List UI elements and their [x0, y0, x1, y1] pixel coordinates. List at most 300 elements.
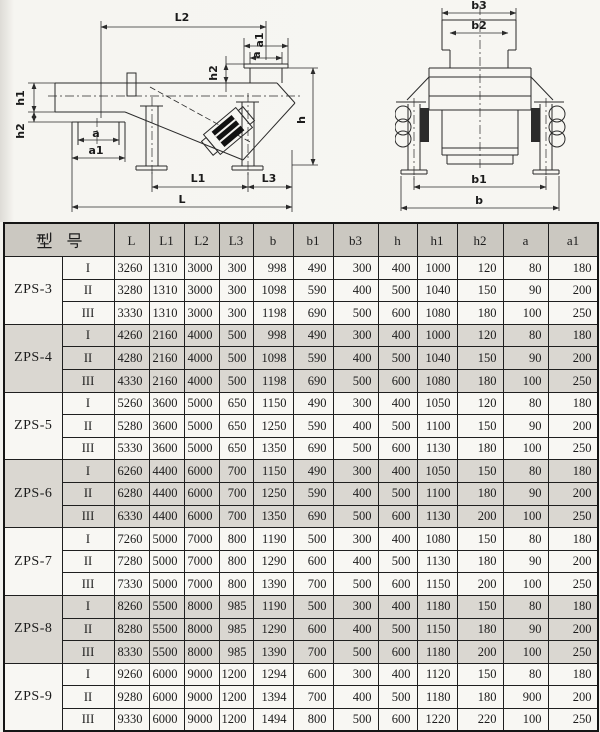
- dim-label-b2: b2: [471, 19, 487, 32]
- table-row: [4, 279, 598, 302]
- dim-label-a-inlet: a: [92, 127, 100, 140]
- spring-right: [531, 102, 565, 147]
- spec-value-cell: 8000: [184, 595, 219, 618]
- spec-value-cell: 500: [333, 708, 378, 731]
- spec-value-cell: 600: [378, 505, 417, 528]
- model-cell: ZPS-9: [4, 663, 62, 731]
- spec-value-cell: 5500: [149, 595, 184, 618]
- spec-value-cell: 700: [219, 505, 253, 528]
- spec-value-cell: 300: [219, 279, 253, 302]
- col-header-L3: L3: [219, 223, 253, 257]
- spec-value-cell: 700: [293, 641, 333, 664]
- spec-value-cell: 180: [548, 528, 598, 551]
- dim-label-h2-left: h2: [14, 123, 27, 139]
- spec-value-cell: 500: [333, 505, 378, 528]
- spec-value-cell: 200: [548, 482, 598, 505]
- hopper: [442, 0, 516, 68]
- spec-value-cell: 100: [503, 369, 548, 392]
- spec-value-cell: 180: [457, 302, 503, 325]
- spec-value-cell: 200: [457, 641, 503, 664]
- spec-value-cell: 1200: [219, 708, 253, 731]
- spec-value-cell: 600: [378, 708, 417, 731]
- spec-value-cell: 400: [378, 460, 417, 483]
- spec-value-cell: 120: [457, 257, 503, 280]
- col-header-L2: L2: [184, 223, 219, 257]
- spec-value-cell: 7000: [184, 550, 219, 573]
- spec-value-cell: 1350: [253, 505, 293, 528]
- col-header-h1: h1: [417, 223, 457, 257]
- spec-value-cell: 300: [333, 392, 378, 415]
- spec-value-cell: 800: [293, 708, 333, 731]
- spec-value-cell: 1190: [253, 528, 293, 551]
- spec-value-cell: 200: [548, 415, 598, 438]
- col-header-a: a: [503, 223, 548, 257]
- spec-value-cell: 8330: [114, 641, 149, 664]
- spec-value-cell: 8260: [114, 595, 149, 618]
- spec-value-cell: 180: [457, 369, 503, 392]
- type-cell: III: [62, 708, 114, 731]
- col-header-h2: h2: [457, 223, 503, 257]
- spec-value-cell: 1190: [253, 595, 293, 618]
- model-cell: ZPS-3: [4, 257, 62, 325]
- dim-label-b: b: [475, 194, 483, 207]
- spec-value-cell: 3000: [184, 302, 219, 325]
- table-row: [4, 369, 598, 392]
- type-cell: II: [62, 279, 114, 302]
- spec-value-cell: 150: [457, 663, 503, 686]
- spec-value-cell: 1098: [253, 347, 293, 370]
- spec-value-cell: 180: [457, 437, 503, 460]
- dim-label-b3: b3: [471, 0, 487, 12]
- spec-value-cell: 100: [503, 302, 548, 325]
- dim-bottom: [72, 150, 292, 212]
- spec-table-body: [4, 257, 598, 732]
- spec-value-cell: 6260: [114, 460, 149, 483]
- table-row: [4, 595, 598, 618]
- spec-value-cell: 400: [333, 415, 378, 438]
- table-row: [4, 686, 598, 709]
- table-row: [4, 641, 598, 664]
- model-cell: ZPS-6: [4, 460, 62, 528]
- spec-value-cell: 700: [293, 686, 333, 709]
- spec-value-cell: 3600: [149, 392, 184, 415]
- spec-value-cell: 5000: [184, 392, 219, 415]
- dim-label-L3: L3: [261, 172, 277, 185]
- spec-value-cell: 220: [457, 708, 503, 731]
- type-cell: III: [62, 505, 114, 528]
- spec-value-cell: 600: [293, 618, 333, 641]
- type-cell: I: [62, 595, 114, 618]
- type-cell: I: [62, 528, 114, 551]
- dim-label-L1: L1: [190, 172, 206, 185]
- table-row: [4, 392, 598, 415]
- spec-value-cell: 1310: [149, 257, 184, 280]
- spec-value-cell: 200: [548, 347, 598, 370]
- spec-value-cell: 300: [333, 460, 378, 483]
- spec-value-cell: 9260: [114, 663, 149, 686]
- table-row: [4, 618, 598, 641]
- spec-value-cell: 490: [293, 324, 333, 347]
- spec-value-cell: 9000: [184, 686, 219, 709]
- spec-value-cell: 1250: [253, 415, 293, 438]
- type-cell: I: [62, 392, 114, 415]
- spec-value-cell: 1394: [253, 686, 293, 709]
- spec-value-cell: 180: [457, 686, 503, 709]
- spec-value-cell: 180: [548, 257, 598, 280]
- spec-value-cell: 1098: [253, 279, 293, 302]
- spec-value-cell: 650: [219, 392, 253, 415]
- spec-value-cell: 150: [457, 347, 503, 370]
- spec-value-cell: 800: [219, 550, 253, 573]
- spec-value-cell: 6000: [149, 663, 184, 686]
- spec-value-cell: 985: [219, 595, 253, 618]
- spec-value-cell: 500: [333, 302, 378, 325]
- spec-value-cell: 200: [457, 505, 503, 528]
- model-header-text: [83, 232, 84, 233]
- spec-value-cell: 3600: [149, 415, 184, 438]
- type-cell: II: [62, 415, 114, 438]
- type-cell: II: [62, 686, 114, 709]
- spec-value-cell: 500: [293, 528, 333, 551]
- spec-value-cell: 80: [503, 324, 548, 347]
- spec-value-cell: 250: [548, 369, 598, 392]
- table-row: [4, 505, 598, 528]
- spec-value-cell: 1310: [149, 279, 184, 302]
- spec-value-cell: 490: [293, 257, 333, 280]
- spec-value-cell: 600: [378, 437, 417, 460]
- dim-label-b1: b1: [471, 173, 487, 186]
- spec-value-cell: 90: [503, 550, 548, 573]
- model-cell: ZPS-7: [4, 528, 62, 596]
- spec-value-cell: 80: [503, 595, 548, 618]
- spec-value-cell: 6000: [149, 686, 184, 709]
- spec-value-cell: 2160: [149, 324, 184, 347]
- spec-value-cell: 4330: [114, 369, 149, 392]
- spec-value-cell: 1290: [253, 618, 293, 641]
- spec-value-cell: 500: [378, 347, 417, 370]
- table-row: [4, 302, 598, 325]
- spec-value-cell: 3600: [149, 437, 184, 460]
- dim-bottom-end: [401, 173, 559, 211]
- model-cell: ZPS-5: [4, 392, 62, 460]
- spec-value-cell: 1250: [253, 482, 293, 505]
- side-view-diagram: [0, 0, 395, 222]
- spec-value-cell: 6000: [149, 708, 184, 731]
- col-header-b: b: [253, 223, 293, 257]
- spec-value-cell: 690: [293, 369, 333, 392]
- inlet-chute: [72, 118, 125, 162]
- spec-value-cell: 400: [333, 347, 378, 370]
- spec-value-cell: 900: [503, 686, 548, 709]
- spec-value-cell: 400: [333, 618, 378, 641]
- spec-value-cell: 1198: [253, 369, 293, 392]
- type-cell: II: [62, 347, 114, 370]
- spec-value-cell: 90: [503, 347, 548, 370]
- spec-value-cell: 590: [293, 347, 333, 370]
- spec-value-cell: 4400: [149, 505, 184, 528]
- col-header-a1: a1: [548, 223, 598, 257]
- spec-value-cell: 1050: [417, 460, 457, 483]
- spec-value-cell: 1180: [417, 641, 457, 664]
- spec-table: [3, 222, 599, 732]
- type-cell: III: [62, 369, 114, 392]
- spec-value-cell: 700: [219, 460, 253, 483]
- type-cell: I: [62, 460, 114, 483]
- spec-value-cell: 1198: [253, 302, 293, 325]
- spec-value-cell: 600: [378, 302, 417, 325]
- spec-value-cell: 200: [457, 573, 503, 596]
- spec-value-cell: 500: [378, 279, 417, 302]
- spec-value-cell: 2160: [149, 369, 184, 392]
- dim-label-h: h: [295, 116, 308, 124]
- spec-value-cell: 250: [548, 641, 598, 664]
- spec-value-cell: 1294: [253, 663, 293, 686]
- spec-value-cell: 8000: [184, 641, 219, 664]
- dim-label-L: L: [178, 193, 186, 206]
- type-cell: III: [62, 302, 114, 325]
- spec-value-cell: 400: [333, 482, 378, 505]
- spec-value-cell: 690: [293, 505, 333, 528]
- spec-value-cell: 150: [457, 595, 503, 618]
- spec-value-cell: 6280: [114, 482, 149, 505]
- spec-value-cell: 6000: [184, 482, 219, 505]
- table-row: [4, 347, 598, 370]
- table-row: [4, 460, 598, 483]
- spec-value-cell: 300: [333, 595, 378, 618]
- spec-value-cell: 80: [503, 460, 548, 483]
- type-cell: I: [62, 324, 114, 347]
- spec-value-cell: 985: [219, 641, 253, 664]
- spec-value-cell: 800: [219, 528, 253, 551]
- spec-value-cell: 490: [293, 392, 333, 415]
- spec-value-cell: 180: [548, 595, 598, 618]
- spec-value-cell: 120: [457, 392, 503, 415]
- table-row: [4, 663, 598, 686]
- spec-value-cell: 80: [503, 663, 548, 686]
- dim-label-h1: h1: [14, 90, 27, 106]
- spec-value-cell: 5000: [184, 415, 219, 438]
- spec-value-cell: 4260: [114, 324, 149, 347]
- spec-value-cell: 300: [333, 257, 378, 280]
- spec-value-cell: 300: [333, 324, 378, 347]
- spec-value-cell: 180: [457, 618, 503, 641]
- spec-value-cell: 300: [333, 528, 378, 551]
- spec-value-cell: 1130: [417, 505, 457, 528]
- spec-value-cell: 600: [293, 663, 333, 686]
- spec-value-cell: 200: [548, 550, 598, 573]
- spec-value-cell: 400: [378, 392, 417, 415]
- spec-value-cell: 1150: [417, 573, 457, 596]
- dim-h: [288, 68, 318, 165]
- dim-label-h2-outlet: h2: [207, 65, 220, 81]
- spec-value-cell: 80: [503, 392, 548, 415]
- spec-value-cell: 5000: [184, 437, 219, 460]
- spec-value-cell: 1130: [417, 437, 457, 460]
- diagram-area: [0, 0, 600, 222]
- dim-label-L2: L2: [174, 11, 190, 24]
- spec-value-cell: 998: [253, 257, 293, 280]
- spec-value-cell: 180: [457, 482, 503, 505]
- support-leg-front: [136, 97, 167, 176]
- table-row: [4, 415, 598, 438]
- spec-value-cell: 500: [219, 369, 253, 392]
- spec-value-cell: 500: [378, 415, 417, 438]
- spec-value-cell: 998: [253, 324, 293, 347]
- spec-value-cell: 500: [378, 550, 417, 573]
- table-row: [4, 257, 598, 280]
- spec-value-cell: 5260: [114, 392, 149, 415]
- spec-value-cell: 1290: [253, 550, 293, 573]
- spec-value-cell: 500: [378, 482, 417, 505]
- spec-value-cell: 300: [219, 302, 253, 325]
- spec-value-cell: 500: [219, 347, 253, 370]
- spec-value-cell: 650: [219, 437, 253, 460]
- spec-value-cell: 80: [503, 257, 548, 280]
- spec-value-cell: 180: [548, 460, 598, 483]
- spec-value-cell: 100: [503, 505, 548, 528]
- spec-value-cell: 1080: [417, 302, 457, 325]
- spec-value-cell: 1390: [253, 573, 293, 596]
- spec-value-cell: 400: [378, 257, 417, 280]
- spec-value-cell: 1494: [253, 708, 293, 731]
- spec-value-cell: 590: [293, 279, 333, 302]
- type-cell: II: [62, 550, 114, 573]
- spec-value-cell: 180: [548, 392, 598, 415]
- table-row: [4, 550, 598, 573]
- type-cell: I: [62, 257, 114, 280]
- header-row: [4, 223, 598, 257]
- spec-value-cell: 90: [503, 415, 548, 438]
- dim-label-a1-inlet: a1: [88, 144, 104, 157]
- spec-value-cell: 90: [503, 279, 548, 302]
- spec-value-cell: 500: [333, 437, 378, 460]
- spec-value-cell: 1180: [417, 686, 457, 709]
- spec-value-cell: 300: [219, 257, 253, 280]
- spec-value-cell: 500: [293, 595, 333, 618]
- model-cell: ZPS-8: [4, 595, 62, 663]
- spec-value-cell: 150: [457, 415, 503, 438]
- spec-value-cell: 700: [293, 573, 333, 596]
- col-header-L1: L1: [149, 223, 184, 257]
- spec-value-cell: 400: [378, 528, 417, 551]
- spec-value-cell: 600: [378, 641, 417, 664]
- spec-value-cell: 180: [457, 550, 503, 573]
- spec-value-cell: 690: [293, 437, 333, 460]
- spec-value-cell: 1310: [149, 302, 184, 325]
- spec-value-cell: 8000: [184, 618, 219, 641]
- spec-value-cell: 3280: [114, 279, 149, 302]
- spec-value-cell: 690: [293, 302, 333, 325]
- spec-value-cell: 5330: [114, 437, 149, 460]
- table-row: [4, 573, 598, 596]
- spec-value-cell: 90: [503, 618, 548, 641]
- spec-value-cell: 9330: [114, 708, 149, 731]
- spec-value-cell: 5000: [149, 528, 184, 551]
- spec-value-cell: 4400: [149, 460, 184, 483]
- spec-value-cell: 9000: [184, 663, 219, 686]
- cjk-char-xing: [36, 232, 53, 249]
- spec-value-cell: 1100: [417, 482, 457, 505]
- spec-value-cell: 600: [293, 550, 333, 573]
- table-row: [4, 528, 598, 551]
- spec-value-cell: 5000: [149, 573, 184, 596]
- spec-value-cell: 590: [293, 415, 333, 438]
- spec-value-cell: 6330: [114, 505, 149, 528]
- spec-value-cell: 3000: [184, 279, 219, 302]
- spec-value-cell: 250: [548, 708, 598, 731]
- spring-left: [395, 102, 429, 147]
- spec-value-cell: 150: [457, 528, 503, 551]
- model-header-glyphs: [36, 232, 83, 249]
- spec-value-cell: 1220: [417, 708, 457, 731]
- spec-value-cell: 5000: [149, 550, 184, 573]
- trough-body: [48, 73, 300, 160]
- spec-value-cell: 6000: [184, 460, 219, 483]
- col-header-L: L: [114, 223, 149, 257]
- model-cell: ZPS-4: [4, 324, 62, 392]
- spec-value-cell: 250: [548, 302, 598, 325]
- spec-value-cell: 9000: [184, 708, 219, 731]
- spec-value-cell: 7000: [184, 573, 219, 596]
- spec-value-cell: 1000: [417, 324, 457, 347]
- spec-value-cell: 200: [548, 618, 598, 641]
- spec-value-cell: 90: [503, 482, 548, 505]
- spec-value-cell: 1350: [253, 437, 293, 460]
- spec-value-cell: 1100: [417, 415, 457, 438]
- spec-value-cell: 1150: [417, 618, 457, 641]
- end-view-diagram: [395, 0, 600, 222]
- spec-value-cell: 200: [548, 686, 598, 709]
- spec-value-cell: 150: [457, 460, 503, 483]
- spec-value-cell: 500: [333, 369, 378, 392]
- spec-value-cell: 1150: [253, 392, 293, 415]
- spec-value-cell: 9280: [114, 686, 149, 709]
- table-row: [4, 437, 598, 460]
- spec-value-cell: 150: [457, 279, 503, 302]
- spec-value-cell: 4000: [184, 324, 219, 347]
- model-header-cell: [4, 223, 114, 257]
- spec-value-cell: 500: [378, 686, 417, 709]
- spec-value-cell: 1200: [219, 686, 253, 709]
- spec-value-cell: 180: [548, 324, 598, 347]
- spec-value-cell: 100: [503, 573, 548, 596]
- spec-value-cell: 400: [378, 595, 417, 618]
- spec-value-cell: 400: [333, 279, 378, 302]
- type-cell: III: [62, 641, 114, 664]
- spec-value-cell: 1130: [417, 550, 457, 573]
- spec-value-cell: 7330: [114, 573, 149, 596]
- spec-value-cell: 1000: [417, 257, 457, 280]
- spec-value-cell: 80: [503, 528, 548, 551]
- spec-value-cell: 4000: [184, 347, 219, 370]
- spec-value-cell: 250: [548, 505, 598, 528]
- dim-label-a-top: a: [250, 51, 263, 59]
- spec-value-cell: 180: [548, 663, 598, 686]
- spec-value-cell: 985: [219, 618, 253, 641]
- spec-value-cell: 4000: [184, 369, 219, 392]
- spec-value-cell: 500: [333, 641, 378, 664]
- spec-value-cell: 400: [333, 686, 378, 709]
- spec-value-cell: 7000: [184, 528, 219, 551]
- spec-value-cell: 250: [548, 437, 598, 460]
- spec-value-cell: 5500: [149, 641, 184, 664]
- type-cell: II: [62, 482, 114, 505]
- spec-value-cell: 2160: [149, 347, 184, 370]
- spec-value-cell: 1200: [219, 663, 253, 686]
- spec-value-cell: 1390: [253, 641, 293, 664]
- spec-value-cell: 1120: [417, 663, 457, 686]
- type-cell: II: [62, 618, 114, 641]
